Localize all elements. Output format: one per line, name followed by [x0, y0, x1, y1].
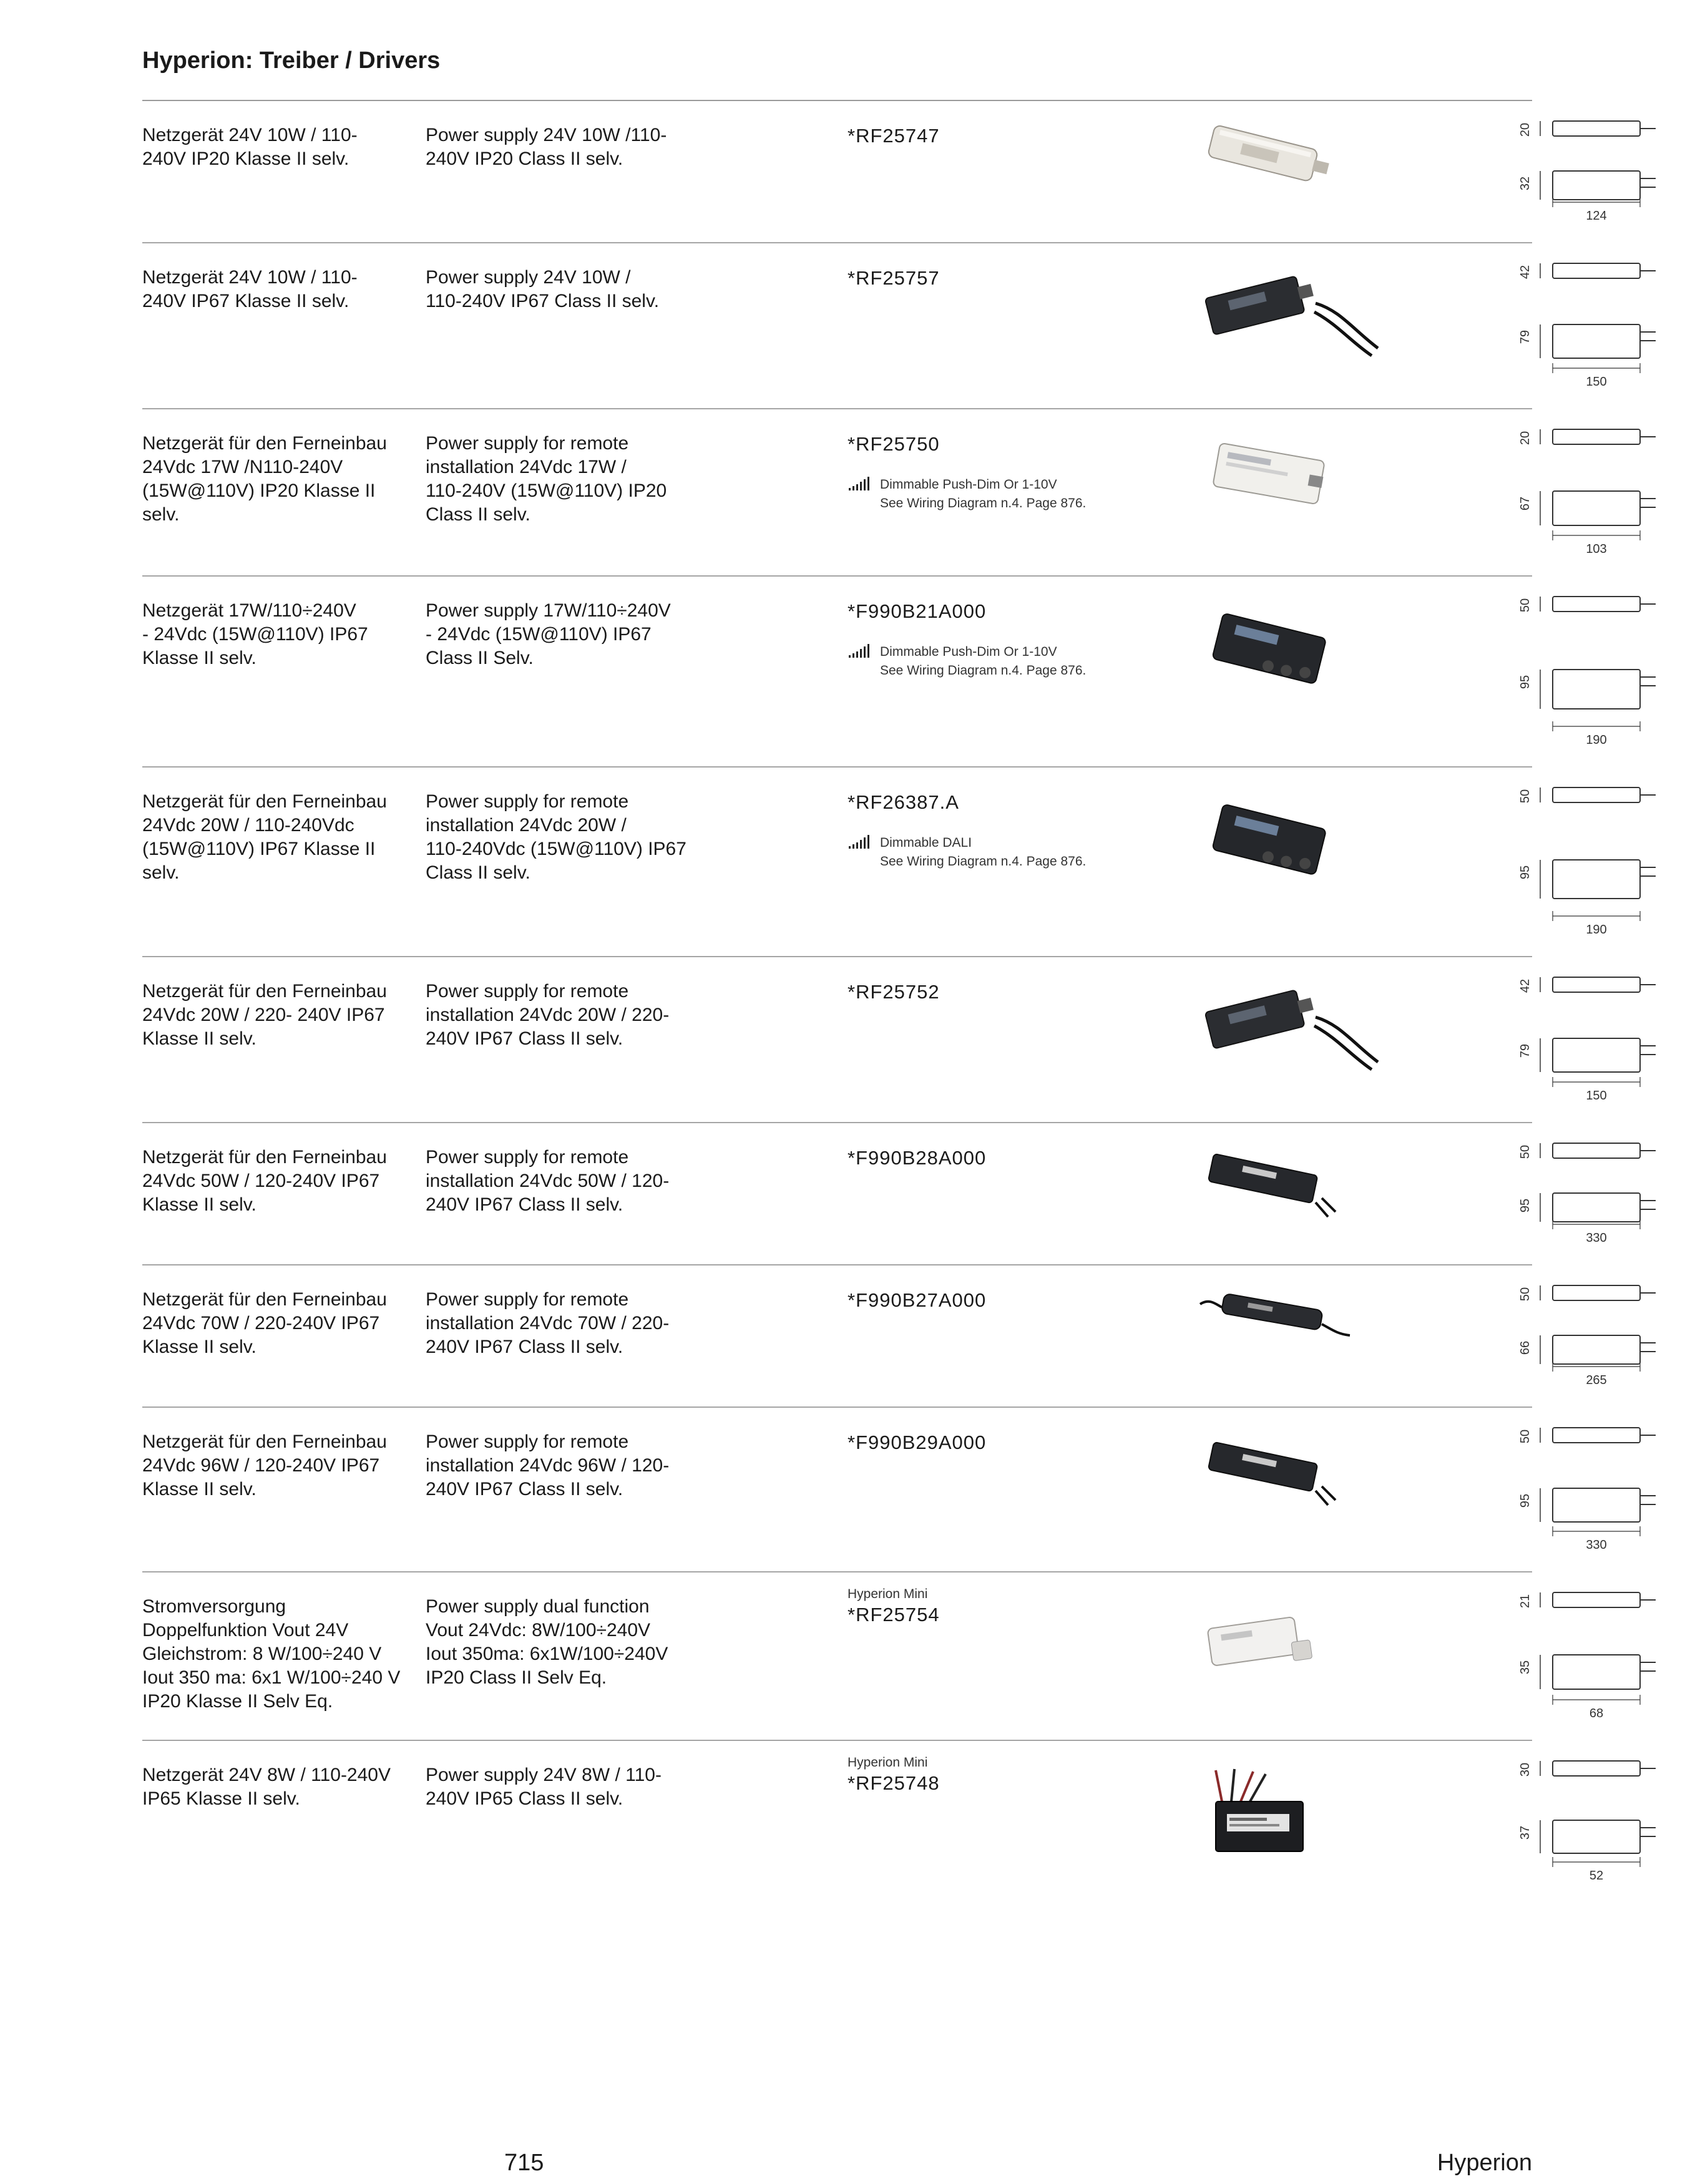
dimming-note: [847, 475, 1184, 513]
dimming-note: [847, 643, 1184, 680]
dimmable-signal-icon: [847, 475, 874, 492]
dimension-label: 42: [1518, 978, 1532, 993]
dimension-label: 67: [1518, 496, 1532, 511]
row-divider: [142, 1122, 1532, 1123]
dimension-label: 50: [1518, 1287, 1532, 1302]
article-block: [847, 1430, 1184, 1455]
article-code[interactable]: *RF25747: [847, 125, 940, 147]
dimension-drawing: [1515, 1131, 1690, 1264]
dimension-label: 79: [1518, 329, 1532, 344]
article-code[interactable]: *RF25754: [847, 1604, 940, 1626]
row-divider: [142, 766, 1532, 768]
dimming-note-text: Dimmable Push-Dim Or 1-10V See Wiring Diagram n.4. Page 876.: [880, 477, 1087, 510]
dimension-label: 68: [1589, 1707, 1604, 1720]
product-row: [142, 100, 1607, 242]
dimension-label: 52: [1589, 1869, 1604, 1883]
product-row: [142, 575, 1607, 766]
article-block: [847, 790, 1184, 871]
dimension-label: 35: [1518, 1660, 1532, 1675]
product-photo: [1197, 1143, 1459, 1227]
product-photo: [1197, 1764, 1459, 1873]
description-english: Power supply for remote installation 24Vdc 96W / 120- 240V IP67 Class II selv.: [426, 1431, 670, 1499]
dimming-note-text: Dimmable DALI See Wiring Diagram n.4. Page 876.: [880, 836, 1087, 869]
dimension-drawing: [1515, 109, 1690, 241]
dimension-label: 37: [1518, 1825, 1532, 1840]
row-divider: [142, 1740, 1532, 1741]
dimension-drawing: [1515, 1415, 1690, 1571]
article-block: [847, 980, 1184, 1005]
dimming-note: [847, 834, 1184, 871]
article-block: [847, 599, 1184, 680]
description-english: Power supply for remote installation 24Vdc 20W / 220- 240V IP67 Class II selv.: [426, 981, 670, 1049]
article-block: [847, 432, 1184, 513]
series-label: Hyperion Mini: [847, 1755, 928, 1770]
dimension-label: 150: [1586, 1089, 1607, 1103]
row-divider: [142, 1406, 1532, 1408]
dimension-label: 330: [1586, 1538, 1607, 1552]
dimension-label: 20: [1518, 122, 1532, 137]
row-divider: [142, 575, 1532, 577]
description-german: Netzgerät für den Ferneinbau 24Vdc 17W /N110-240V (15W@110V) IP20 Klasse II selv.: [142, 433, 387, 525]
dimension-label: 50: [1518, 1144, 1532, 1159]
dimension-label: 95: [1518, 1493, 1532, 1508]
dimension-label: 79: [1518, 1043, 1532, 1058]
description-german: Netzgerät für den Ferneinbau 24Vdc 96W / 120-240V IP67 Klasse II selv.: [142, 1431, 387, 1499]
description-english: Power supply 17W/110÷240V - 24Vdc (15W@110V) IP67 Class II Selv.: [426, 600, 671, 668]
description-english: Power supply 24V 10W /110- 240V IP20 Class II selv.: [426, 125, 667, 169]
product-row: [142, 766, 1607, 956]
description-english: Power supply 24V 8W / 110- 240V IP65 Class II selv.: [426, 1765, 662, 1809]
product-row: [142, 1406, 1607, 1571]
product-photo: [1197, 267, 1459, 364]
product-row: [142, 1122, 1607, 1264]
row-divider: [142, 1571, 1532, 1572]
article-block: [847, 1288, 1184, 1313]
product-photo: [1197, 604, 1459, 701]
description-english: Power supply 24V 10W / 110-240V IP67 Class II selv.: [426, 267, 660, 311]
page-title: Hyperion: Treiber / Drivers: [142, 47, 441, 74]
product-photo: [1197, 1597, 1459, 1694]
dimension-drawing: [1515, 775, 1690, 955]
product-photo: [1197, 1285, 1459, 1351]
article-block: [847, 124, 1184, 149]
dimension-label: 124: [1586, 209, 1607, 223]
description-german: Netzgerät für den Ferneinbau 24Vdc 50W / 120-240V IP67 Klasse II selv.: [142, 1147, 387, 1215]
dimension-label: 50: [1518, 789, 1532, 804]
description-english: Power supply for remote installation 24Vdc 17W / 110-240V (15W@110V) IP20 Class II selv.: [426, 433, 667, 525]
product-row: [142, 956, 1607, 1122]
row-divider: [142, 242, 1532, 243]
article-code[interactable]: *F990B27A000: [847, 1289, 987, 1311]
description-english: Power supply for remote installation 24Vdc 50W / 120- 240V IP67 Class II selv.: [426, 1147, 670, 1215]
dimension-drawing: [1515, 1273, 1690, 1406]
product-row: [142, 1571, 1604, 1740]
product-row: [142, 1740, 1604, 1902]
dimmable-signal-icon: [847, 643, 874, 659]
footer-brand: Hyperion: [1437, 2150, 1532, 2176]
page-number: 715: [504, 2150, 544, 2176]
row-divider: [142, 956, 1532, 957]
product-photo: [1197, 1431, 1459, 1516]
dimension-label: 330: [1586, 1231, 1607, 1245]
dimension-drawing: [1515, 251, 1690, 407]
product-row: [142, 408, 1607, 575]
dimming-note-text: Dimmable Push-Dim Or 1-10V See Wiring Diagram n.4. Page 876.: [880, 645, 1087, 678]
dimension-label: 103: [1586, 542, 1607, 556]
dimension-drawing: [1515, 1580, 1690, 1739]
dimension-label: 95: [1518, 1198, 1532, 1213]
product-photo: [1197, 795, 1459, 892]
article-code[interactable]: *RF25752: [847, 981, 940, 1003]
article-code[interactable]: *RF25750: [847, 433, 940, 455]
dimension-label: 95: [1518, 675, 1532, 690]
description-german: Netzgerät 24V 10W / 110- 240V IP20 Klasse II selv.: [142, 125, 358, 169]
description-german: Netzgerät 17W/110÷240V - 24Vdc (15W@110V) IP67 Klasse II selv.: [142, 600, 368, 668]
article-block: [847, 1146, 1184, 1171]
dimension-label: 30: [1518, 1762, 1532, 1777]
description-english: Power supply for remote installation 24Vdc 70W / 220- 240V IP67 Class II selv.: [426, 1289, 670, 1357]
dimension-label: 50: [1518, 598, 1532, 613]
description-german: Netzgerät 24V 10W / 110- 240V IP67 Klasse II selv.: [142, 267, 358, 311]
description-german: Stromversorgung Doppelfunktion Vout 24V Gleichstrom: 8 W/100÷240 V Iout 350 ma: 6x1 W/100÷240 V IP20 Klasse II Selv Eq.: [142, 1596, 401, 1712]
description-german: Netzgerät für den Ferneinbau 24Vdc 70W / 220-240V IP67 Klasse II selv.: [142, 1289, 387, 1357]
description-german: Netzgerät für den Ferneinbau 24Vdc 20W / 110-240Vdc (15W@110V) IP67 Klasse II selv.: [142, 791, 387, 883]
row-divider: [142, 408, 1532, 409]
article-code[interactable]: *RF25757: [847, 267, 940, 289]
description-german: Netzgerät 24V 8W / 110-240V IP65 Klasse II selv.: [142, 1765, 391, 1809]
dimension-drawing: [1515, 417, 1690, 575]
dimension-drawing: [1515, 1748, 1690, 1901]
row-divider: [142, 1264, 1532, 1265]
article-block: [847, 266, 1184, 291]
article-code[interactable]: *RF26387.A: [847, 791, 959, 813]
product-photo: [1197, 433, 1459, 517]
article-block: [847, 1586, 1184, 1627]
description-german: Netzgerät für den Ferneinbau 24Vdc 20W / 220- 240V IP67 Klasse II selv.: [142, 981, 387, 1049]
product-photo: [1197, 981, 1459, 1078]
dimension-drawing: [1515, 584, 1690, 766]
dimension-label: 66: [1518, 1340, 1532, 1355]
dimension-label: 265: [1586, 1373, 1607, 1387]
product-photo: [1197, 121, 1459, 193]
article-code[interactable]: *F990B21A000: [847, 600, 987, 622]
dimension-label: 32: [1518, 176, 1532, 191]
dimmable-signal-icon: [847, 834, 874, 850]
dimension-label: 21: [1518, 1594, 1532, 1609]
article-code[interactable]: *F990B29A000: [847, 1431, 987, 1453]
article-code[interactable]: *F990B28A000: [847, 1147, 987, 1169]
series-label: Hyperion Mini: [847, 1587, 928, 1601]
dimension-label: 190: [1586, 923, 1607, 937]
dimension-drawing: [1515, 965, 1690, 1121]
dimension-label: 150: [1586, 375, 1607, 389]
dimension-label: 190: [1586, 733, 1607, 747]
article-block: [847, 1755, 1184, 1796]
product-row: [142, 1264, 1607, 1406]
description-english: Power supply dual function Vout 24Vdc: 8W/100÷240V Iout 350ma: 6x1W/100÷240V IP20 Class II Selv Eq.: [426, 1596, 668, 1688]
dimension-label: 42: [1518, 265, 1532, 280]
dimension-label: 95: [1518, 865, 1532, 880]
product-row: [142, 242, 1607, 408]
article-code[interactable]: *RF25748: [847, 1772, 940, 1794]
dimension-label: 20: [1518, 431, 1532, 446]
dimension-label: 50: [1518, 1429, 1532, 1444]
description-english: Power supply for remote installation 24Vdc 20W / 110-240Vdc (15W@110V) IP67 Class II selv.: [426, 791, 686, 883]
